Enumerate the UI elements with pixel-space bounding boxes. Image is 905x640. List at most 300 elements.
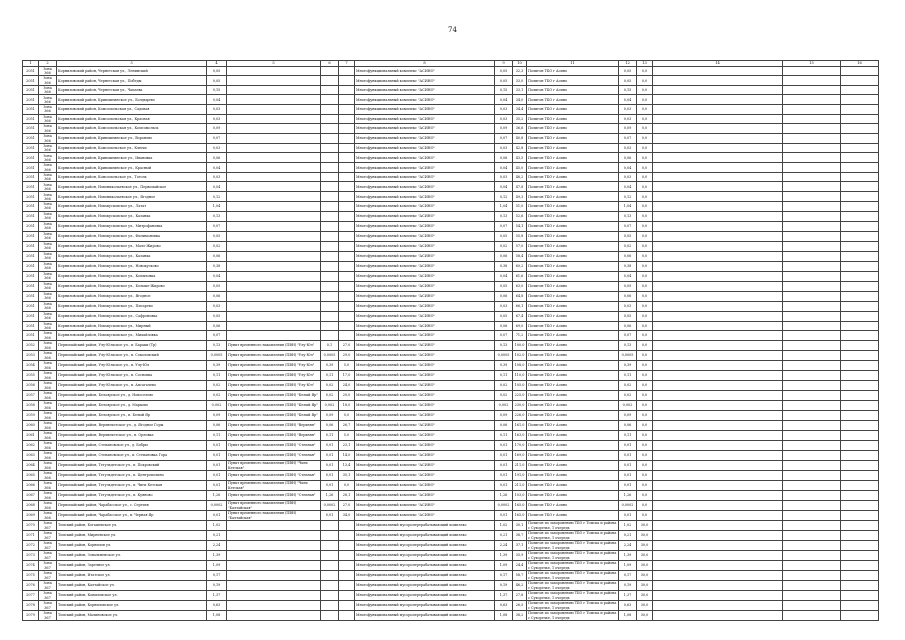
table-cell bbox=[653, 134, 783, 144]
table-cell bbox=[841, 361, 879, 371]
table-cell: Зона 366 bbox=[39, 85, 57, 94]
table-cell: Первомайский район, Тегульдетское ул., п. Куяново bbox=[57, 491, 207, 501]
table-cell bbox=[783, 331, 841, 341]
table-cell: 2067 bbox=[23, 491, 39, 501]
table-cell: 102,0 bbox=[513, 351, 527, 361]
table-cell: Полигон ТБО г Асино bbox=[527, 301, 619, 311]
table-cell bbox=[783, 391, 841, 401]
table-cell: 0,06 bbox=[495, 153, 513, 163]
table-cell: Зона 366 bbox=[39, 241, 57, 251]
column-header: 10 bbox=[513, 61, 527, 67]
table-cell bbox=[653, 124, 783, 134]
table-cell: Зона 366 bbox=[39, 144, 57, 153]
table-cell: Полигон ТБО г Асино bbox=[527, 451, 619, 461]
table-cell: 2075 bbox=[23, 571, 39, 581]
table-cell: 0,0 bbox=[637, 202, 653, 211]
table-cell bbox=[653, 471, 783, 481]
table-cell: Корниловский район, Новокусковское ул., Мало-Жирово bbox=[57, 241, 207, 251]
table-cell bbox=[841, 391, 879, 401]
table-cell: 0,0 bbox=[637, 341, 653, 351]
table-cell bbox=[227, 95, 321, 105]
table-row bbox=[23, 153, 879, 163]
table-cell: Корниловский район, Комсомольская ул., Красная bbox=[57, 114, 207, 123]
table-cell: Многофункциональный комплекс "АСИНО" bbox=[355, 182, 495, 192]
table-cell: 0,03 bbox=[207, 172, 227, 181]
table-cell: Пункт временного накопления (ПВН) "Улу-Юл" bbox=[227, 371, 321, 381]
table-cell: 2,24 bbox=[495, 541, 513, 551]
table-cell bbox=[339, 251, 355, 261]
table-cell: Зона 366 bbox=[39, 401, 57, 411]
table-cell: 0,0 bbox=[637, 391, 653, 401]
table-cell: 0,02 bbox=[495, 241, 513, 251]
table-cell: Зона 367 bbox=[39, 591, 57, 601]
table-cell: 165,0 bbox=[513, 501, 527, 511]
table-cell: Полигон ТБО г Асино bbox=[527, 172, 619, 181]
table-cell: Пункт временного накопления (ПВН) "Степная" bbox=[227, 441, 321, 451]
table-cell bbox=[783, 591, 841, 601]
table-cell bbox=[783, 144, 841, 153]
table-cell bbox=[339, 231, 355, 241]
table-cell bbox=[321, 561, 339, 571]
table-cell: Полигон ТБО г Асино bbox=[527, 144, 619, 153]
table-cell bbox=[653, 461, 783, 471]
table-cell: 0,0 bbox=[637, 461, 653, 471]
table-cell: 0,0005 bbox=[321, 351, 339, 361]
table-cell: 1,37 bbox=[495, 591, 513, 601]
table-cell: Многофункциональный комплекс "АСИНО" bbox=[355, 67, 495, 76]
table-cell: 0,03 bbox=[619, 114, 637, 123]
table-row bbox=[23, 163, 879, 172]
table-cell: 110,0 bbox=[513, 371, 527, 381]
table-cell bbox=[783, 501, 841, 511]
table-cell bbox=[339, 192, 355, 202]
table-cell: Многофункциональный комплекс "АСИНО" bbox=[355, 311, 495, 321]
table-cell: 0,03 bbox=[207, 144, 227, 153]
table-cell bbox=[653, 251, 783, 261]
table-cell: 0,05 bbox=[495, 67, 513, 76]
table-cell: Полигон ТБО г Асино bbox=[527, 281, 619, 291]
table-cell: 0,09 bbox=[207, 411, 227, 421]
table-cell bbox=[339, 591, 355, 601]
table-cell bbox=[653, 301, 783, 311]
table-cell bbox=[653, 241, 783, 251]
table-cell: 0,04 bbox=[495, 271, 513, 281]
table-cell: 1,37 bbox=[619, 591, 637, 601]
table-cell: 1,39 bbox=[495, 551, 513, 561]
table-cell: 191,0 bbox=[513, 471, 527, 481]
table-cell: Многофункциональный мусороперерабатывающий комплекс bbox=[355, 591, 495, 601]
table-row bbox=[23, 531, 879, 541]
table-cell bbox=[783, 85, 841, 94]
table-cell: Первомайский район, Чарабасское ул., с. Сергиев bbox=[57, 501, 207, 511]
table-cell: 0,13 bbox=[207, 341, 227, 351]
table-cell bbox=[841, 561, 879, 571]
table-cell: Корниловский район, Новокусковское ул., Казанка bbox=[57, 251, 207, 261]
table-cell bbox=[227, 291, 321, 301]
table-cell bbox=[783, 271, 841, 281]
table-cell bbox=[339, 202, 355, 211]
table-cell: 2066 bbox=[23, 481, 39, 491]
table-cell: 2054 bbox=[23, 361, 39, 371]
table-cell: 2060 bbox=[23, 421, 39, 431]
table-cell bbox=[653, 451, 783, 461]
table-cell bbox=[841, 371, 879, 381]
table-cell: 34,4 bbox=[513, 105, 527, 114]
table-cell: Многофункциональный комплекс "АСИНО" bbox=[355, 76, 495, 85]
table-cell bbox=[653, 441, 783, 451]
table-row bbox=[23, 231, 879, 241]
table-cell: 2051 bbox=[23, 67, 39, 76]
table-cell: 0,0 bbox=[637, 221, 653, 231]
table-cell bbox=[227, 202, 321, 211]
table-cell: Зона 366 bbox=[39, 221, 57, 231]
table-cell: Полигон ТБО г Асино bbox=[527, 501, 619, 511]
table-cell: 13,4 bbox=[339, 461, 355, 471]
table-cell: Многофункциональный комплекс "АСИНО" bbox=[355, 221, 495, 231]
table-cell: 0,03 bbox=[495, 301, 513, 311]
table-row bbox=[23, 471, 879, 481]
table-cell: 2062 bbox=[23, 441, 39, 451]
table-cell: Томский район, Корнилов ул. bbox=[57, 541, 207, 551]
table-cell bbox=[783, 153, 841, 163]
table-cell bbox=[227, 124, 321, 134]
table-cell bbox=[227, 105, 321, 114]
table-cell bbox=[841, 211, 879, 221]
table-cell: Первомайский район, Степановское ул., д. Бобры bbox=[57, 441, 207, 451]
table-cell bbox=[841, 311, 879, 321]
table-cell: 0,0 bbox=[637, 351, 653, 361]
table-cell: 0,01 bbox=[495, 451, 513, 461]
table-cell: 66,1 bbox=[513, 301, 527, 311]
table-row bbox=[23, 421, 879, 431]
table-cell: 1,37 bbox=[207, 591, 227, 601]
table-cell: Многофункциональный комплекс "АСИНО" bbox=[355, 124, 495, 134]
table-cell bbox=[653, 291, 783, 301]
table-cell bbox=[321, 571, 339, 581]
table-cell: Зона 366 bbox=[39, 301, 57, 311]
table-cell: 0,12 bbox=[619, 192, 637, 202]
table-cell: 29,0 bbox=[339, 351, 355, 361]
table-cell: Зона 366 bbox=[39, 182, 57, 192]
column-header: 14 bbox=[653, 61, 783, 67]
table-cell bbox=[653, 231, 783, 241]
table-cell: 0,02 bbox=[321, 391, 339, 401]
table-cell bbox=[227, 67, 321, 76]
table-cell: 0,13 bbox=[619, 211, 637, 221]
table-row bbox=[23, 541, 879, 551]
table-cell: Томский район, Итатское ул. bbox=[57, 571, 207, 581]
table-cell: Полигон по захоронению ТБО г Томска и района с Сухоречье, 1 очередь bbox=[527, 581, 619, 591]
table-cell: 0,0 bbox=[637, 182, 653, 192]
table-cell bbox=[783, 491, 841, 501]
table-cell: Пункт временного накопления (ПВН) "Степная" bbox=[227, 451, 321, 461]
table-cell: 0,0 bbox=[637, 321, 653, 330]
table-cell: 32,3 bbox=[513, 67, 527, 76]
table-cell bbox=[321, 76, 339, 85]
table-cell: Первомайский район, Степановское ул., п. Степановка Гора bbox=[57, 451, 207, 461]
column-header: 5 bbox=[227, 61, 321, 67]
table-cell: 0,0 bbox=[637, 381, 653, 391]
table-cell: Зона 366 bbox=[39, 271, 57, 281]
table-cell: 2051 bbox=[23, 95, 39, 105]
table-cell bbox=[783, 321, 841, 330]
table-cell bbox=[339, 172, 355, 181]
table-row bbox=[23, 291, 879, 301]
table-cell: 0,07 bbox=[495, 331, 513, 341]
table-cell: Пункт временного накопления (ПВН) "Степная" bbox=[227, 491, 321, 501]
table-cell: 0,0 bbox=[637, 291, 653, 301]
table-cell: Многофункциональный комплекс "АСИНО" bbox=[355, 251, 495, 261]
table-cell: Зона 366 bbox=[39, 421, 57, 431]
column-header: 9 bbox=[495, 61, 513, 67]
table-cell bbox=[653, 571, 783, 581]
table-cell: 0,06 bbox=[495, 321, 513, 330]
table-cell bbox=[321, 144, 339, 153]
table-cell bbox=[783, 461, 841, 471]
table-cell: 2051 bbox=[23, 144, 39, 153]
table-cell bbox=[227, 531, 321, 541]
table-cell: Корниловский район, Новокусковское ул., Новокусково bbox=[57, 261, 207, 271]
table-cell: 2061 bbox=[23, 431, 39, 441]
table-cell bbox=[841, 105, 879, 114]
table-cell bbox=[783, 601, 841, 611]
table-cell bbox=[841, 501, 879, 511]
table-cell bbox=[227, 611, 321, 621]
page-number: 74 bbox=[448, 26, 457, 34]
table-cell bbox=[339, 95, 355, 105]
table-row bbox=[23, 114, 879, 123]
table-cell: 2051 bbox=[23, 172, 39, 181]
table-cell: 2051 bbox=[23, 105, 39, 114]
table-cell bbox=[841, 261, 879, 271]
table-cell: 161,0 bbox=[513, 421, 527, 431]
table-cell: 0,06 bbox=[321, 421, 339, 431]
table-cell: 2051 bbox=[23, 124, 39, 134]
table-cell: 0,0 bbox=[637, 501, 653, 511]
table-cell: 0,07 bbox=[207, 134, 227, 144]
table-cell: 0,01 bbox=[619, 471, 637, 481]
table-cell bbox=[227, 85, 321, 94]
table-cell: 0,07 bbox=[207, 331, 227, 341]
table-cell: 0,13 bbox=[619, 341, 637, 351]
table-cell bbox=[841, 351, 879, 361]
table-cell bbox=[783, 281, 841, 291]
table-cell: 0,0 bbox=[637, 401, 653, 411]
table-cell: 0,21 bbox=[619, 531, 637, 541]
table-cell bbox=[321, 521, 339, 531]
table-cell: 0,01 bbox=[321, 461, 339, 471]
table-cell: 0,0 bbox=[339, 411, 355, 421]
table-cell: Полигон ТБО г Асино bbox=[527, 163, 619, 172]
table-cell bbox=[321, 114, 339, 123]
table-cell: 1,02 bbox=[619, 521, 637, 531]
table-cell: 0,0 bbox=[637, 281, 653, 291]
table-cell: 0,002 bbox=[619, 401, 637, 411]
table-cell bbox=[783, 561, 841, 571]
table-cell: 0,09 bbox=[321, 411, 339, 421]
table-cell bbox=[841, 291, 879, 301]
table-cell: Пункт временного накопления (ПВН) "Чиги Кетская" bbox=[227, 481, 321, 491]
table-cell: 0,02 bbox=[207, 381, 227, 391]
table-cell: Корниловский район, Новониколаевское ул., Первомайское bbox=[57, 182, 207, 192]
table-cell: Полигон ТБО г Асино bbox=[527, 311, 619, 321]
table-cell bbox=[841, 611, 879, 621]
table-cell: 0,03 bbox=[495, 144, 513, 153]
table-cell bbox=[783, 114, 841, 123]
table-cell: 0,02 bbox=[207, 391, 227, 401]
column-header: 11 bbox=[527, 61, 619, 67]
table-cell: 1,02 bbox=[495, 521, 513, 531]
table-cell bbox=[841, 172, 879, 181]
table-cell: Зона 366 bbox=[39, 311, 57, 321]
table-cell bbox=[339, 581, 355, 591]
table-cell: 0,03 bbox=[495, 172, 513, 181]
column-header: 15 bbox=[783, 61, 841, 67]
table-cell: 1,39 bbox=[619, 551, 637, 561]
table-cell: Томский район, Корниловское ул. bbox=[57, 601, 207, 611]
table-cell: Зона 366 bbox=[39, 95, 57, 105]
table-cell: 0,01 bbox=[495, 511, 513, 521]
table-cell: 0,04 bbox=[207, 182, 227, 192]
table-cell bbox=[783, 371, 841, 381]
table-cell: 0,09 bbox=[619, 124, 637, 134]
table-cell: 2056 bbox=[23, 381, 39, 391]
table-cell: Полигон ТБО г Асино bbox=[527, 182, 619, 192]
table-cell: 0,13 bbox=[495, 341, 513, 351]
table-cell: Корниловский район, Чернетская ул., Ленинский bbox=[57, 67, 207, 76]
table-cell: 2051 bbox=[23, 76, 39, 85]
table-cell: Многофункциональный комплекс "АСИНО" bbox=[355, 391, 495, 401]
table-row bbox=[23, 192, 879, 202]
table-cell: 0,01 bbox=[495, 441, 513, 451]
table-cell bbox=[653, 481, 783, 491]
table-cell: Полигон по захоронению ТБО г Томска и района с Сухоречье, 1 очередь bbox=[527, 611, 619, 621]
table-cell bbox=[653, 431, 783, 441]
table-row bbox=[23, 601, 879, 611]
table-cell: 0,0 bbox=[637, 163, 653, 172]
table-cell: 35,9 bbox=[513, 551, 527, 561]
table-cell: 2051 bbox=[23, 134, 39, 144]
table-cell: Многофункциональный комплекс "АСИНО" bbox=[355, 331, 495, 341]
table-row bbox=[23, 182, 879, 192]
table-cell: 0,01 bbox=[495, 471, 513, 481]
table-cell bbox=[841, 381, 879, 391]
table-row bbox=[23, 591, 879, 601]
table-cell bbox=[841, 192, 879, 202]
table-cell bbox=[227, 134, 321, 144]
table-cell: Полигон по захоронению ТБО г Томска и района с Сухоречье, 1 очередь bbox=[527, 541, 619, 551]
table-cell: Корниловский район, Чернетская ул., Победы bbox=[57, 76, 207, 85]
table-cell bbox=[841, 431, 879, 441]
table-cell: 23,1 bbox=[339, 441, 355, 451]
table-cell bbox=[321, 182, 339, 192]
table-cell: Полигон ТБО г Асино bbox=[527, 431, 619, 441]
table-cell bbox=[339, 331, 355, 341]
table-cell: Первомайский район, Верхнекетское ул., д. Ягодное Горы bbox=[57, 421, 207, 431]
table-cell: 226,0 bbox=[513, 411, 527, 421]
table-row bbox=[23, 241, 879, 251]
table-cell bbox=[339, 241, 355, 251]
table-cell: Полигон ТБО г Асино bbox=[527, 471, 619, 481]
table-cell: 0,0005 bbox=[495, 351, 513, 361]
table-cell: Зона 366 bbox=[39, 381, 57, 391]
table-cell: 2,24 bbox=[619, 541, 637, 551]
table-cell bbox=[321, 531, 339, 541]
table-cell bbox=[783, 172, 841, 181]
table-cell bbox=[783, 441, 841, 451]
table-cell: 0,11 bbox=[321, 431, 339, 441]
table-cell: 27,0 bbox=[339, 341, 355, 351]
column-header: 6 bbox=[321, 61, 339, 67]
table-cell: 0,11 bbox=[207, 431, 227, 441]
table-cell: 0,03 bbox=[207, 301, 227, 311]
table-row bbox=[23, 441, 879, 451]
table-cell: 0,03 bbox=[207, 114, 227, 123]
table-row bbox=[23, 172, 879, 181]
table-cell: Полигон ТБО г Асино bbox=[527, 221, 619, 231]
table-cell bbox=[339, 601, 355, 611]
table-cell: 0,002 bbox=[321, 401, 339, 411]
table-cell: 2051 bbox=[23, 331, 39, 341]
table-cell bbox=[841, 341, 879, 351]
table-cell: Полигон ТБО г Асино bbox=[527, 241, 619, 251]
table-cell: Многофункциональный комплекс "АСИНО" bbox=[355, 144, 495, 153]
table-cell bbox=[841, 511, 879, 521]
table-cell bbox=[783, 301, 841, 311]
table-cell: Полигон ТБО г Асино bbox=[527, 491, 619, 501]
table-cell bbox=[321, 611, 339, 621]
table-cell: Полигон ТБО г Асино bbox=[527, 441, 619, 451]
table-cell: 0,09 bbox=[495, 124, 513, 134]
table-cell: Томский район, Богашевское ул. bbox=[57, 521, 207, 531]
table-cell: 0,11 bbox=[321, 371, 339, 381]
table-cell: 0,05 bbox=[619, 76, 637, 85]
table-cell: 0,0 bbox=[637, 134, 653, 144]
table-cell: 0,06 bbox=[619, 153, 637, 163]
table-cell bbox=[339, 144, 355, 153]
table-cell: 2051 bbox=[23, 153, 39, 163]
table-cell: Первомайский район, Чарабасское ул., п. Черная Яр bbox=[57, 511, 207, 521]
table-row bbox=[23, 271, 879, 281]
table-cell: Многофункциональный комплекс "АСИНО" bbox=[355, 202, 495, 211]
table-cell: Зона 366 bbox=[39, 124, 57, 134]
table-cell: Пункт временного накопления (ПВН) "Верхняя" bbox=[227, 431, 321, 441]
table-cell bbox=[841, 231, 879, 241]
table-cell: 1,08 bbox=[619, 611, 637, 621]
table-cell bbox=[841, 271, 879, 281]
table-row bbox=[23, 134, 879, 144]
table-cell: Полигон по захоронению ТБО г Томска и района с Сухоречье, 1 очередь bbox=[527, 571, 619, 581]
table-cell: Многофункциональный комплекс "АСИНО" bbox=[355, 411, 495, 421]
table-cell: Полигон ТБО г Асино bbox=[527, 124, 619, 134]
table-cell: 0,0 bbox=[637, 471, 653, 481]
table-cell bbox=[783, 134, 841, 144]
table-cell bbox=[783, 551, 841, 561]
table-cell: 34,0 bbox=[339, 511, 355, 521]
table-cell: 2068 bbox=[23, 501, 39, 511]
table-cell: 0,0 bbox=[637, 144, 653, 153]
table-cell: Зона 366 bbox=[39, 67, 57, 76]
table-cell bbox=[841, 281, 879, 291]
table-cell: Полигон ТБО г Асино bbox=[527, 95, 619, 105]
table-cell bbox=[841, 421, 879, 431]
table-cell: 0,0 bbox=[637, 153, 653, 163]
table-cell bbox=[841, 551, 879, 561]
table-cell: 0,03 bbox=[619, 301, 637, 311]
table-cell: 0,15 bbox=[207, 85, 227, 94]
table-cell: 0,11 bbox=[619, 371, 637, 381]
table-cell bbox=[783, 182, 841, 192]
